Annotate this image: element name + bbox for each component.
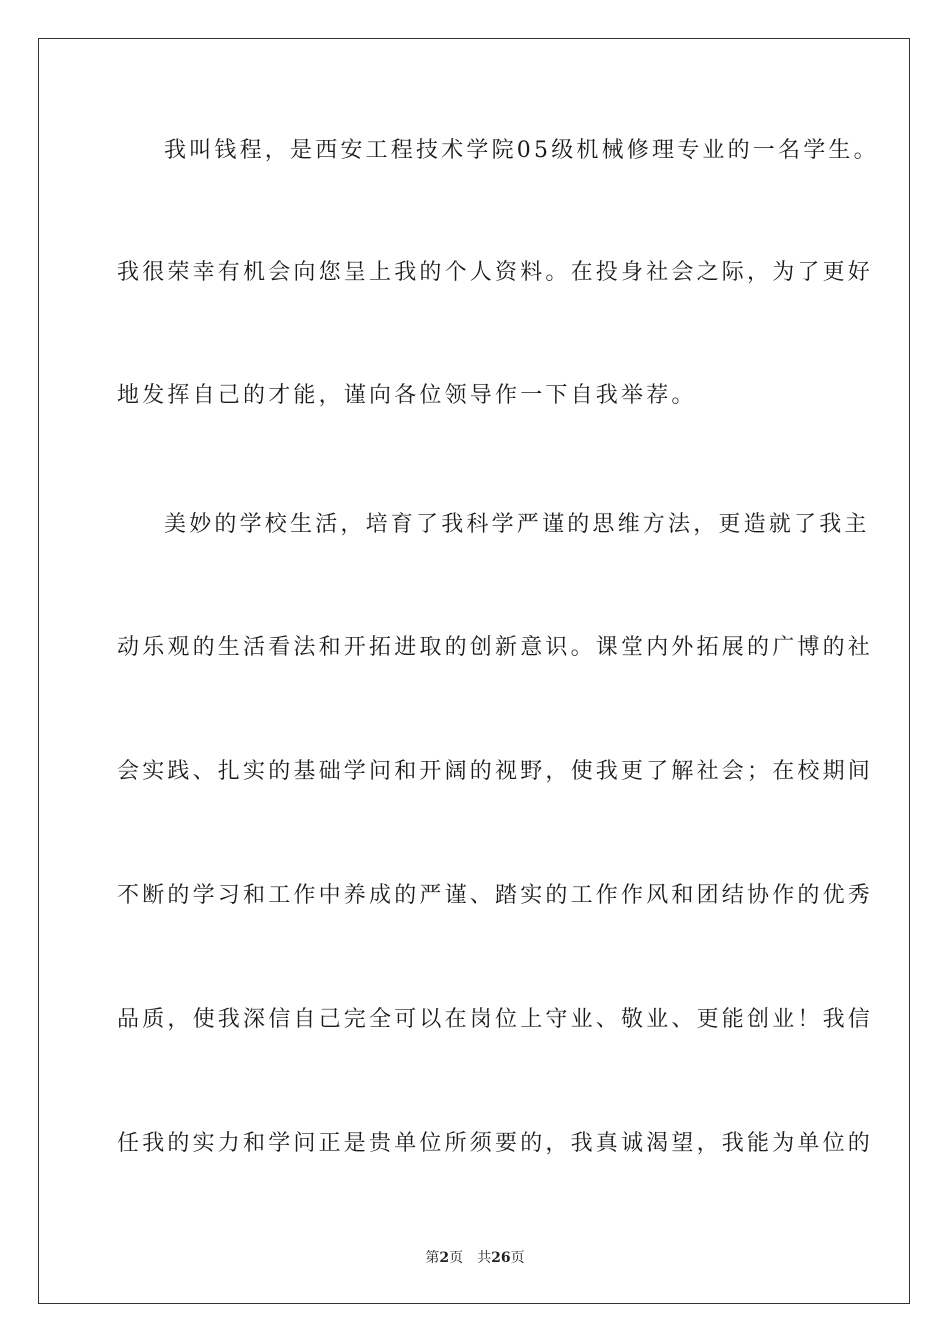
page-border [38, 38, 910, 1304]
paragraph-2-line-2: 动乐观的生活看法和开拓进取的创新意识。课堂内外拓展的广博的社 [117, 635, 874, 660]
paragraph-1-line-1: 我叫钱程，是西安工程技术学院05级机械修理专业的一名学生。 [164, 138, 879, 163]
paragraph-2-line-5: 品质，使我深信自己完全可以在岗位上守业、敬业、更能创业！我信 [117, 1007, 874, 1032]
page-number-suffix: 页 [449, 1250, 464, 1266]
total-pages-prefix: 共 [477, 1250, 492, 1266]
current-page-number: 2 [439, 1250, 450, 1266]
paragraph-2-line-6: 任我的实力和学问正是贵单位所须要的，我真诚渴望，我能为单位的 [117, 1131, 874, 1156]
total-pages-number: 26 [491, 1250, 511, 1266]
total-pages-suffix: 页 [510, 1250, 525, 1266]
paragraph-2-line-4: 不断的学习和工作中养成的严谨、踏实的工作作风和团结协作的优秀 [117, 883, 874, 908]
page-number-prefix: 第 [425, 1250, 440, 1266]
paragraph-1-line-2: 我很荣幸有机会向您呈上我的个人资料。在投身社会之际，为了更好 [117, 260, 874, 285]
paragraph-2-line-1: 美妙的学校生活，培育了我科学严谨的思维方法，更造就了我主 [164, 512, 870, 537]
page-footer [0, 1248, 950, 1268]
paragraph-1-line-3: 地发挥自己的才能，谨向各位领导作一下自我举荐。 [117, 383, 697, 408]
paragraph-2-line-3: 会实践、扎实的基础学问和开阔的视野，使我更了解社会；在校期间 [117, 759, 874, 784]
